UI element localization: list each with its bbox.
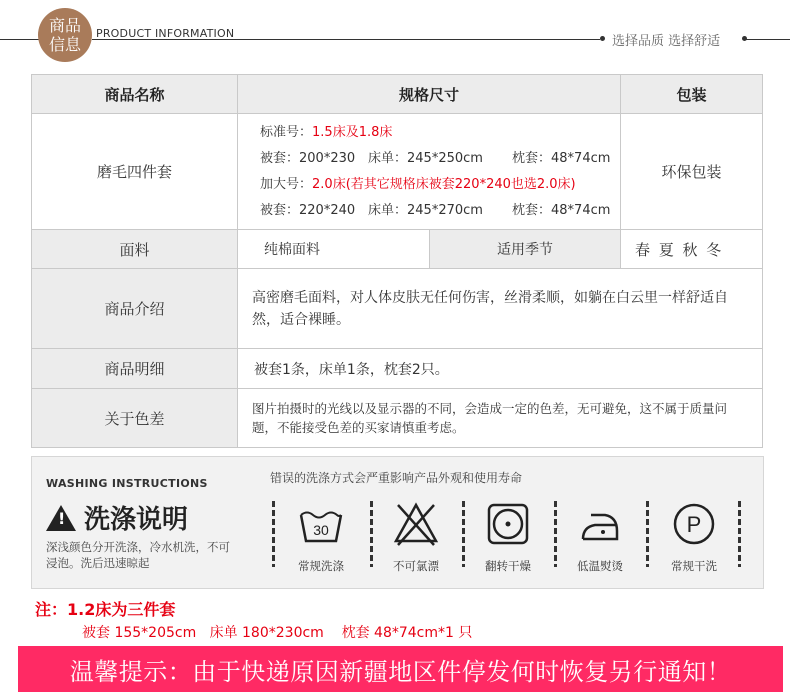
low-iron-icon bbox=[577, 501, 623, 547]
separator bbox=[272, 501, 275, 567]
header-dot-left bbox=[600, 36, 605, 41]
large-pillow: 枕套：48*74cm bbox=[512, 203, 611, 218]
large-value: 2.0床(若其它规格床被套220*240也选2.0床) bbox=[312, 177, 576, 192]
season-value: 春 夏 秋 冬 bbox=[635, 240, 724, 259]
color-label: 关于色差 bbox=[32, 389, 238, 447]
warning-icon bbox=[46, 505, 76, 531]
intro-value: 高密磨毛面料，对人体皮肤无任何伤害，丝滑柔顺，如躺在白云里一样舒适自然，适合裸睡。 bbox=[252, 289, 728, 328]
standard-label: 标准号： bbox=[260, 125, 313, 140]
fabric-label: 面料 bbox=[32, 230, 238, 268]
washing-title-cn bbox=[46, 499, 188, 536]
intro-label: 商品介绍 bbox=[32, 269, 238, 348]
logo-text: 商品信息 bbox=[48, 16, 81, 54]
dry-clean-icon bbox=[671, 501, 717, 547]
packaging: 环保包装 bbox=[661, 163, 722, 181]
washing-title-en: WASHING INSTRUCTIONS bbox=[46, 477, 208, 490]
header-cell-spec: 规格尺寸 bbox=[238, 75, 621, 113]
table-row-color bbox=[32, 389, 762, 447]
header-line-right bbox=[746, 39, 790, 40]
slogan: 选择品质 选择舒适 bbox=[612, 34, 721, 49]
wash-temp-text: 30 bbox=[313, 522, 329, 538]
low-iron-label: 低温熨烫 bbox=[577, 559, 623, 573]
brand-logo bbox=[38, 8, 92, 62]
standard-duvet: 被套：200*230 bbox=[260, 151, 356, 166]
tumble-dry-label: 翻转干燥 bbox=[485, 559, 531, 573]
header-cell-name: 商品名称 bbox=[32, 75, 238, 113]
washing-desc: 深浅颜色分开洗涤，冷水机洗，不可浸泡。洗后迅速晾起 bbox=[46, 540, 230, 570]
large-sizes bbox=[260, 202, 620, 228]
standard-line bbox=[260, 124, 620, 150]
header-cell-package: 包装 bbox=[621, 75, 762, 113]
separator bbox=[554, 501, 557, 567]
washing-panel bbox=[31, 456, 764, 589]
separator bbox=[462, 501, 465, 567]
no-bleach-label: 不可氯漂 bbox=[393, 559, 439, 573]
standard-sheet: 床单：245*250cm bbox=[368, 151, 483, 166]
table-row-detail bbox=[32, 349, 762, 389]
color-value: 图片拍摄时的光线以及显示器的不同，会造成一定的色差，无可避免，这不属于质量问题，不能接受色差的买家请慎重考虑。 bbox=[252, 401, 728, 435]
large-sheet: 床单：245*270cm bbox=[368, 203, 483, 218]
header bbox=[0, 0, 790, 70]
product-information-label: PRODUCT INFORMATION bbox=[96, 27, 235, 40]
note-sizes: 被套 155*205cm 床单 180*230cm 枕套 48*74cm*1 只 bbox=[82, 625, 473, 641]
large-label: 加大号： bbox=[260, 177, 313, 192]
detail-value: 被套1条，床单1条，枕套2只。 bbox=[254, 361, 449, 378]
table-row-product bbox=[32, 114, 762, 230]
large-line bbox=[260, 176, 620, 202]
fabric-value: 纯棉面料 bbox=[238, 230, 430, 268]
table-header-row bbox=[32, 75, 762, 114]
wash-30-icon bbox=[298, 501, 344, 547]
table-row-fabric bbox=[32, 230, 762, 269]
table-row-intro bbox=[32, 269, 762, 349]
dry-clean-text: P bbox=[686, 512, 702, 537]
header-line-left bbox=[0, 39, 40, 40]
large-duvet: 被套：220*240 bbox=[260, 203, 356, 218]
product-name: 磨毛四件套 bbox=[32, 114, 238, 229]
wash-label: 常规洗涤 bbox=[298, 559, 344, 573]
washing-title-cn-text: 洗涤说明 bbox=[84, 505, 189, 535]
season-label: 适用季节 bbox=[430, 230, 621, 268]
separator bbox=[370, 501, 373, 567]
spec-table bbox=[31, 74, 763, 448]
no-bleach-icon bbox=[393, 501, 439, 547]
spec-cell bbox=[238, 114, 621, 229]
dry-clean-label: 常规干洗 bbox=[671, 559, 717, 573]
standard-pillow: 枕套：48*74cm bbox=[512, 151, 611, 166]
detail-label: 商品明细 bbox=[32, 349, 238, 388]
notice-banner: 温馨提示：由于快递原因新疆地区件停发何时恢复另行通知！ bbox=[18, 646, 783, 692]
separator bbox=[646, 501, 649, 567]
washing-warning: 错误的洗涤方式会严重影响产品外观和使用寿命 bbox=[270, 471, 523, 485]
header-dot-right bbox=[742, 36, 747, 41]
separator bbox=[738, 501, 741, 567]
standard-sizes bbox=[260, 150, 620, 176]
standard-value: 1.5床及1.8床 bbox=[312, 125, 393, 140]
tumble-dry-icon bbox=[485, 501, 531, 547]
note-title: 注：1.2床为三件套 bbox=[35, 600, 176, 619]
